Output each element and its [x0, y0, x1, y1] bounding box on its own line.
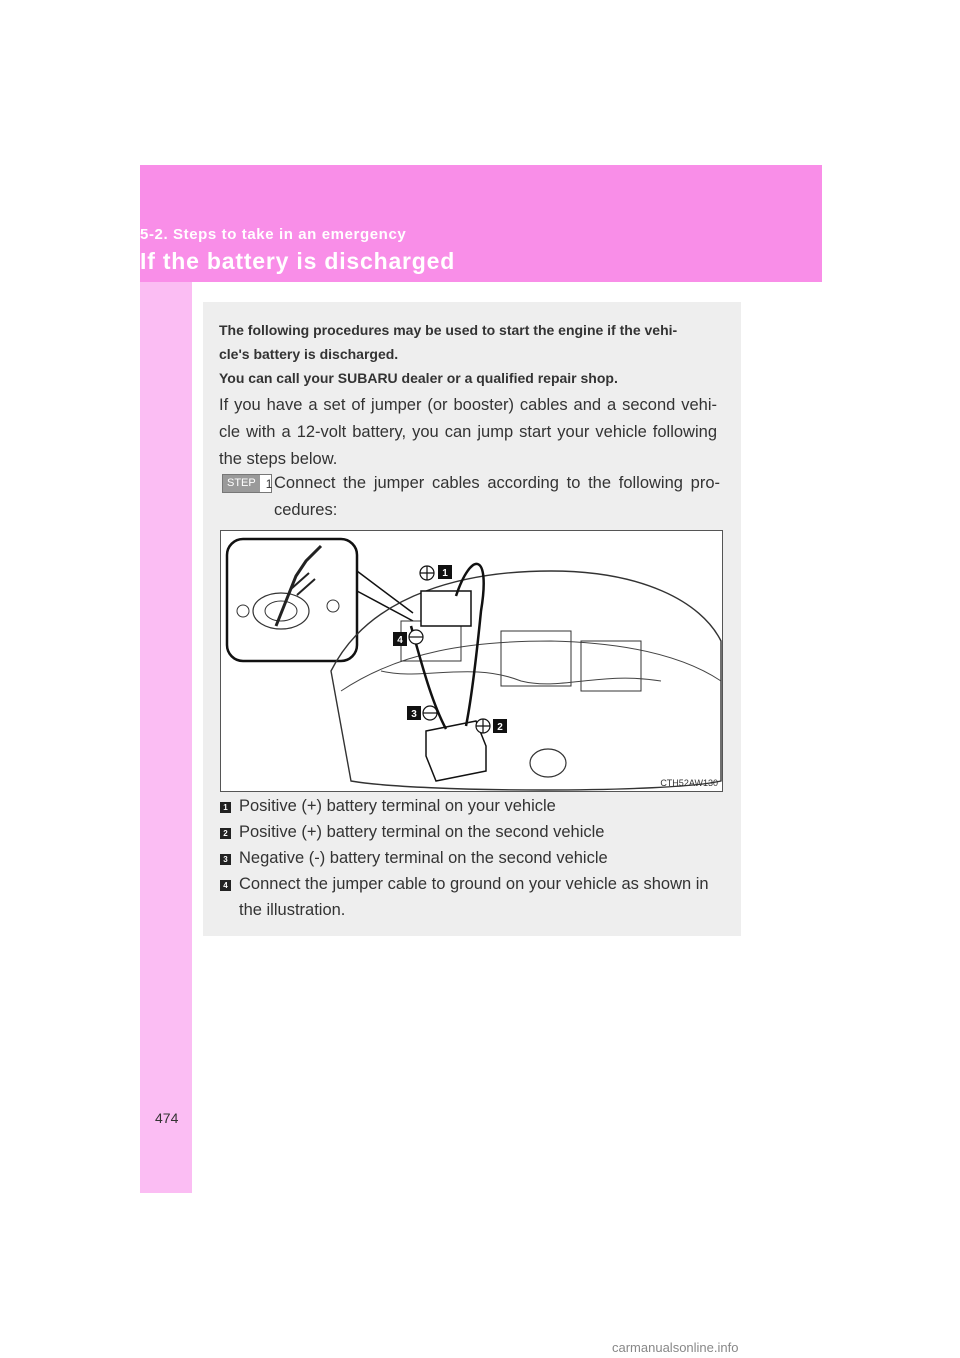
- list-item: [220, 793, 725, 819]
- page-title: If the battery is discharged: [140, 248, 456, 274]
- marker-2-icon: 2: [220, 828, 231, 839]
- svg-text:4: 4: [397, 635, 403, 646]
- list-item: [220, 871, 725, 923]
- inset-pointer: [357, 571, 413, 621]
- intro-line: The following procedures may be used to start the engine if the vehi-: [219, 322, 678, 338]
- intro-line: You can call your SUBARU dealer or a qualified repair shop.: [219, 370, 618, 386]
- legend-text: Positive (+) battery terminal on the second vehicle: [239, 823, 605, 841]
- legend-text: Connect the jumper cable to ground on your vehicle as shown in the illustration.: [239, 875, 709, 919]
- list-item: [220, 845, 725, 871]
- section-label: 5-2. Steps to take in an emergency: [140, 226, 407, 243]
- marker-3-icon: 3: [220, 854, 231, 865]
- illustration-code: CTH52AW130: [660, 778, 718, 788]
- step-number: 1: [265, 476, 273, 491]
- step-badge: [222, 474, 272, 493]
- intro-line: cle's battery is discharged.: [219, 346, 399, 362]
- svg-text:3: 3: [411, 709, 417, 720]
- jump-start-illustration: [220, 530, 723, 792]
- marker-4-icon: 4: [220, 880, 231, 891]
- watermark: carmanualsonline.info: [612, 1340, 739, 1355]
- emblem: [530, 749, 566, 777]
- callout-1: [420, 565, 452, 580]
- page-number: 474: [155, 1110, 179, 1126]
- step-text: Connect the jumper cables according to the following pro- cedures:: [274, 474, 720, 519]
- callout-2: [476, 719, 507, 733]
- legend-text: Positive (+) battery terminal on your vehicle: [239, 797, 556, 815]
- marker-1-icon: 1: [220, 802, 231, 813]
- step-label: STEP: [223, 475, 260, 492]
- vehicle-battery: [421, 591, 471, 626]
- hose: [381, 671, 661, 684]
- list-item: [220, 819, 725, 845]
- hood-line: [341, 641, 721, 691]
- engine-bay-drawing: [221, 531, 724, 793]
- legend-list: [220, 793, 725, 923]
- callout-3: [407, 706, 437, 720]
- inset-frame: [227, 539, 357, 661]
- svg-text:2: 2: [497, 722, 503, 733]
- svg-text:1: 1: [442, 568, 448, 579]
- callout-4: [393, 630, 423, 646]
- body-paragraph: If you have a set of jumper (or booster) cables and a second vehi- cle with a 12-volt battery, you can jump start your vehicle following the steps below.: [219, 396, 717, 468]
- car-body-outline: [331, 571, 721, 790]
- intro-text: [219, 318, 725, 390]
- legend-text: Negative (-) battery terminal on the second vehicle: [239, 849, 608, 867]
- side-tab-strip: [140, 165, 192, 1193]
